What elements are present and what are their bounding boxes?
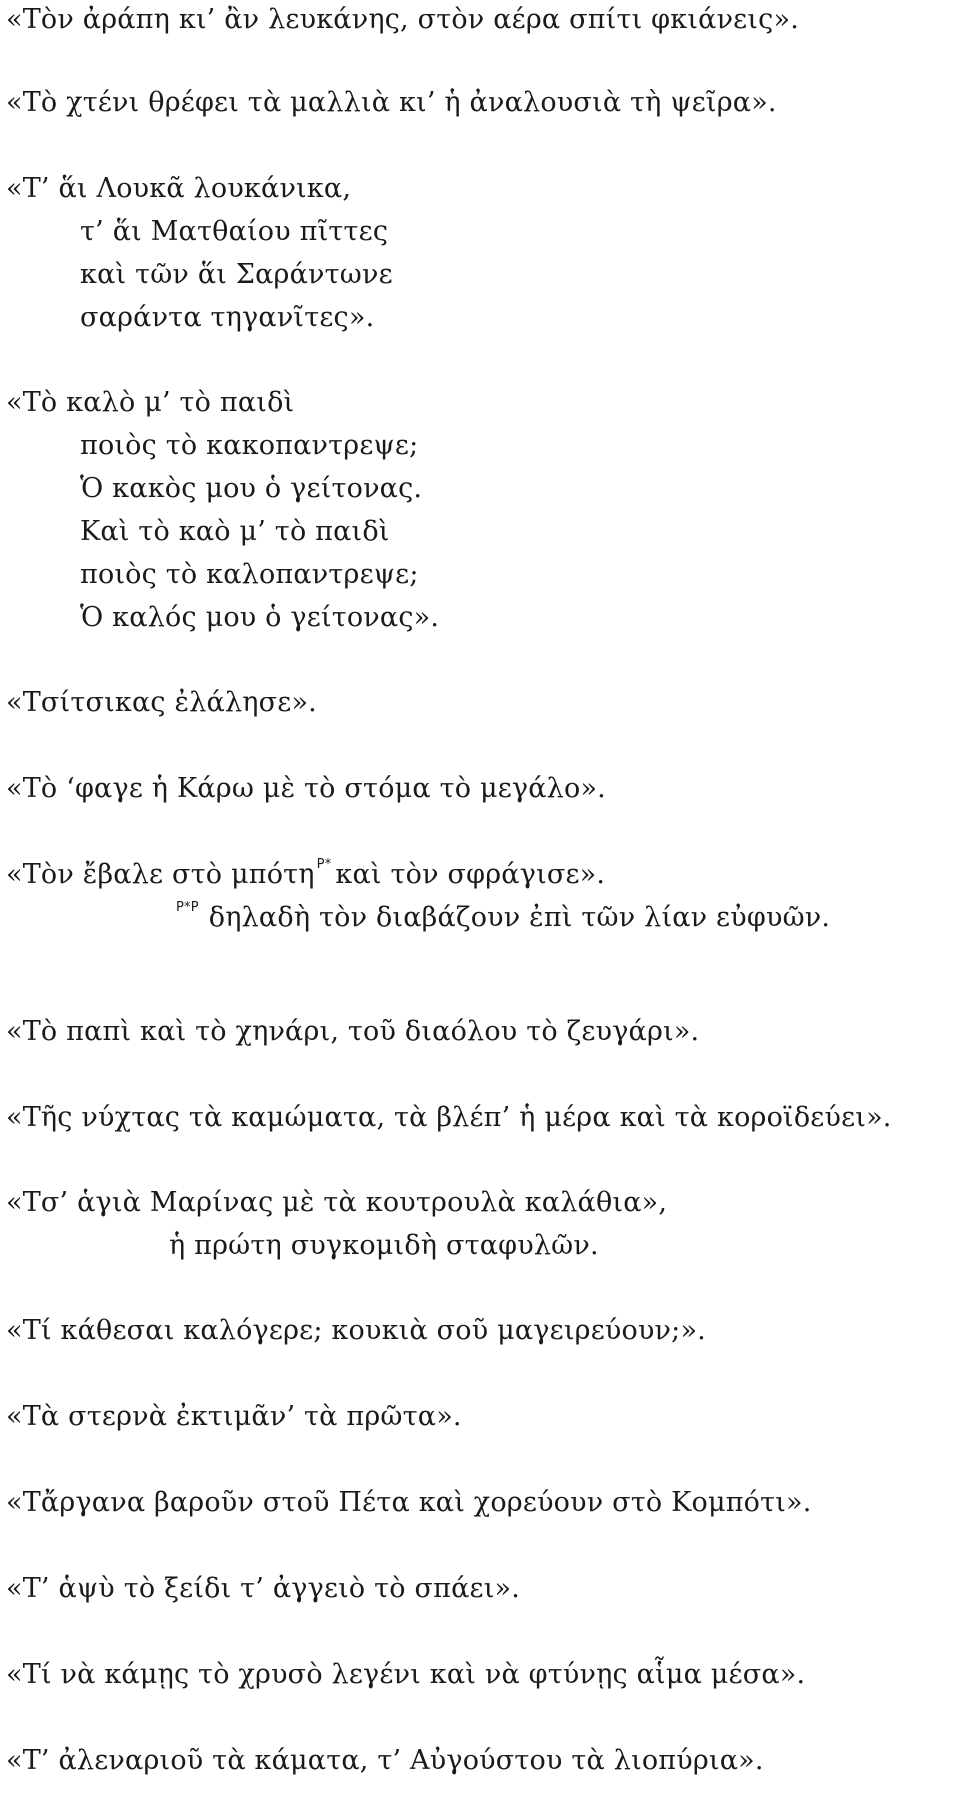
proverb-line: «Tὸ χτένι θρέφει τὰ μαλλιὰ κι’ ἡ ἀναλουσιὰ τὴ ψεῖρα». (6, 87, 777, 118)
footnote-marker: P* (316, 857, 332, 872)
proverb-line-indented: ποιὸς τὸ καλοπαντρεψε; (80, 559, 419, 590)
proverb-line-indented: ποιὸς τὸ κακοπαντρεψε; (80, 430, 419, 461)
proverb-line-indented: Ὁ κακὸς μου ὁ γείτονας. (80, 473, 423, 504)
proverb-line-indented: Ὁ καλός μου ὁ γείτονας». (80, 602, 440, 633)
proverb-line-indented: σαράντα τηγανῖτες». (80, 302, 375, 333)
proverb-text-start: «Tὸν ἔβαλε στὸ μπότη (6, 859, 315, 890)
proverb-line: «Τ’ ἅι Λουκᾶ λουκάνικα, (6, 173, 352, 204)
proverb-line: «Tί νὰ κάμῃς τὸ χρυσὸ λεγένι καὶ νὰ φτύνῃς αἷμα μέσα». (6, 1659, 806, 1690)
proverb-line-indented: ἡ πρώτη συγκομιδὴ σταφυλῶν. (169, 1230, 599, 1261)
proverb-line: «Τ’ ἁψὺ τὸ ξείδι τ’ ἀγγειὸ τὸ σπάει». (6, 1573, 521, 1604)
proverb-line-indented: τ’ ἅι Ματθαίου πῖττες (80, 216, 389, 247)
proverb-line-indented: Καὶ τὸ καὸ μ’ τὸ παιδὶ (80, 516, 390, 547)
proverb-line: «Τ’ ἀλεναριοῦ τὰ κάματα, τ’ Αὐγούστου τὰ λιοπύρια». (6, 1745, 764, 1776)
proverb-line: «Tῆς νύχτας τὰ καμώματα, τὰ βλέπ’ ἡ μέρα καὶ τὰ κοροϊδεύει». (6, 1102, 892, 1133)
proverb-line: «Tί κάθεσαι καλόγερε; κουκιὰ σοῦ μαγειρεύουν;». (6, 1315, 706, 1346)
proverb-line-indented: καὶ τῶν ἅι Σαράντωνε (80, 259, 393, 290)
proverb-line: «Τσ’ ἁγιὰ Μαρίνας μὲ τὰ κουτρουλὰ καλάθια», (6, 1187, 668, 1218)
footnote (176, 901, 830, 940)
footnote-text: δηλαδὴ τὸν διαβάζουν ἐπὶ τῶν λίαν εὐφυῶν. (208, 902, 831, 933)
proverb-text-end: καὶ τὸν σφράγισε». (335, 859, 606, 890)
proverb-line: «Τσίτσικας ἐλάλησε». (6, 687, 317, 718)
proverb-line: «Tὸ παπὶ καὶ τὸ χηνάρι, τοῦ διαόλου τὸ ζευγάρι». (6, 1016, 700, 1047)
proverb-line-with-footnote (6, 858, 605, 897)
proverb-line: «Tὸν ἀράπη κι’ ἂν λευκάνης, στὸν αέρα σπίτι φκιάνεις». (6, 4, 799, 35)
proverb-line: «Tἄργανα βαροῦν στοῦ Πέτα καὶ χορεύουν στὸ Κομπότι». (6, 1487, 812, 1518)
footnote-note-marker: P*P (176, 900, 199, 915)
proverb-line: «Tὰ στερνὰ ἐκτιμᾶν’ τὰ πρῶτα». (6, 1401, 462, 1432)
proverb-line: «Tὸ ‘φαγε ἡ Κάρω μὲ τὸ στόμα τὸ μεγάλο». (6, 773, 606, 804)
proverb-line: «Tὸ καλὸ μ’ τὸ παιδὶ (6, 387, 295, 418)
